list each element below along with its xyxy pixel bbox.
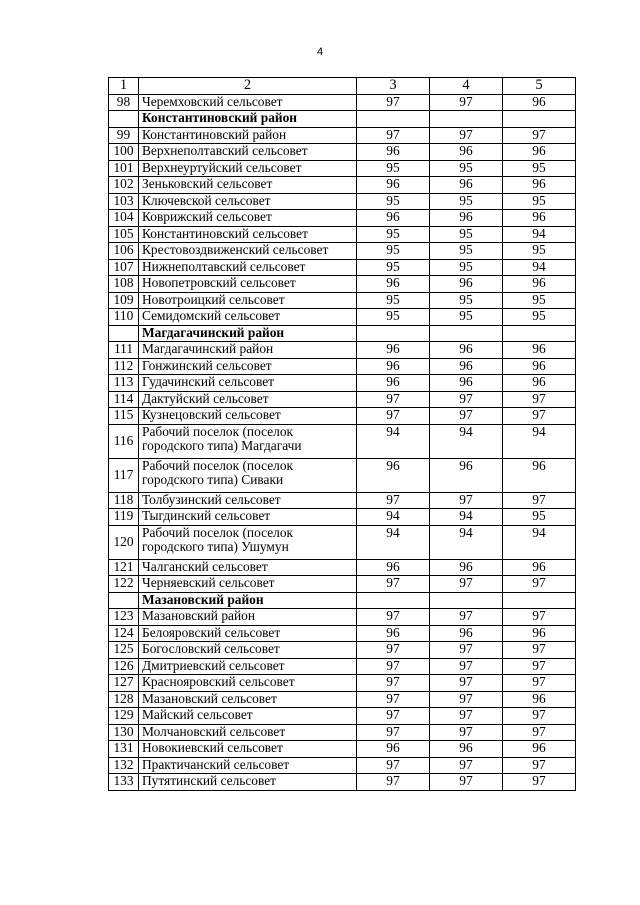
col3-value: 96 — [357, 276, 430, 293]
municipality-name: Новопетровский сельсовет — [139, 276, 357, 293]
col5-value: 97 — [503, 492, 576, 509]
municipality-name: Дмитриевский сельсовет — [139, 658, 357, 675]
table-row — [109, 424, 576, 458]
section-row — [109, 111, 576, 128]
table-row — [109, 375, 576, 392]
municipality-name: Кузнецовский сельсовет — [139, 408, 357, 425]
col4-value: 97 — [430, 576, 503, 593]
col3-value: 96 — [357, 375, 430, 392]
col5-value: 96 — [503, 276, 576, 293]
municipality-name: Майский сельсовет — [139, 708, 357, 725]
col5-value: 96 — [503, 741, 576, 758]
table-row — [109, 226, 576, 243]
col3-value: 97 — [357, 724, 430, 741]
municipality-name: Мазановский район — [139, 609, 357, 626]
row-number: 114 — [109, 391, 139, 408]
col4-value: 97 — [430, 691, 503, 708]
col5-value: 94 — [503, 424, 576, 458]
municipality-name: Константиновский район — [139, 127, 357, 144]
table-row — [109, 724, 576, 741]
table-row — [109, 658, 576, 675]
municipality-name: Рабочий поселок (поселок городского типа) Магдагачи — [139, 424, 357, 458]
col5-value: 94 — [503, 226, 576, 243]
col4-value: 94 — [430, 509, 503, 526]
col3-cell — [357, 111, 430, 128]
col3-value: 96 — [357, 559, 430, 576]
row-number: 121 — [109, 559, 139, 576]
row-number: 112 — [109, 358, 139, 375]
row-number: 122 — [109, 576, 139, 593]
col4-value: 97 — [430, 675, 503, 692]
col4-value: 96 — [430, 741, 503, 758]
col3-value: 97 — [357, 492, 430, 509]
row-number: 126 — [109, 658, 139, 675]
header-cell-2: 2 — [139, 78, 357, 95]
row-number: 132 — [109, 757, 139, 774]
row-number: 100 — [109, 144, 139, 161]
table-header-row — [109, 78, 576, 95]
col5-cell — [503, 592, 576, 609]
col4-value: 95 — [430, 292, 503, 309]
col5-value: 96 — [503, 375, 576, 392]
municipality-name: Мазановский сельсовет — [139, 691, 357, 708]
col4-value: 96 — [430, 210, 503, 227]
col4-value: 97 — [430, 724, 503, 741]
municipality-name: Верхнеполтавский сельсовет — [139, 144, 357, 161]
table-row — [109, 210, 576, 227]
table-row — [109, 708, 576, 725]
col4-value: 96 — [430, 559, 503, 576]
col5-value: 95 — [503, 193, 576, 210]
row-number: 117 — [109, 458, 139, 492]
table-row — [109, 243, 576, 260]
table-row — [109, 259, 576, 276]
row-number: 109 — [109, 292, 139, 309]
col5-value: 97 — [503, 642, 576, 659]
col3-value: 97 — [357, 691, 430, 708]
row-number-cell — [109, 111, 139, 128]
col3-value: 95 — [357, 160, 430, 177]
table-row — [109, 691, 576, 708]
municipality-name: Черняевский сельсовет — [139, 576, 357, 593]
col4-value: 97 — [430, 757, 503, 774]
section-title: Мазановский район — [139, 592, 357, 609]
col4-value: 96 — [430, 625, 503, 642]
col3-value: 96 — [357, 177, 430, 194]
table-row — [109, 774, 576, 791]
col3-value: 95 — [357, 226, 430, 243]
row-number: 104 — [109, 210, 139, 227]
table-row — [109, 342, 576, 359]
table-row — [109, 741, 576, 758]
col5-value: 96 — [503, 691, 576, 708]
row-number: 101 — [109, 160, 139, 177]
col3-value: 97 — [357, 609, 430, 626]
col4-value: 96 — [430, 358, 503, 375]
municipality-name: Гудачинский сельсовет — [139, 375, 357, 392]
municipality-name: Рабочий поселок (поселок городского типа) Ушумун — [139, 525, 357, 559]
col3-value: 96 — [357, 210, 430, 227]
col3-cell — [357, 325, 430, 342]
col4-value: 95 — [430, 243, 503, 260]
table-row — [109, 358, 576, 375]
col3-value: 97 — [357, 642, 430, 659]
col3-value: 97 — [357, 774, 430, 791]
municipality-name: Практичанский сельсовет — [139, 757, 357, 774]
table-row — [109, 458, 576, 492]
municipality-name: Ключевской сельсовет — [139, 193, 357, 210]
col5-value: 96 — [503, 342, 576, 359]
col4-value: 95 — [430, 309, 503, 326]
col4-value: 97 — [430, 708, 503, 725]
col4-value: 96 — [430, 458, 503, 492]
col5-value: 94 — [503, 525, 576, 559]
col4-value: 96 — [430, 375, 503, 392]
municipality-name: Константиновский сельсовет — [139, 226, 357, 243]
table-row — [109, 559, 576, 576]
col4-value: 95 — [430, 259, 503, 276]
col3-value: 97 — [357, 127, 430, 144]
col3-value: 97 — [357, 94, 430, 111]
col4-value: 95 — [430, 193, 503, 210]
col3-value: 94 — [357, 525, 430, 559]
section-row — [109, 325, 576, 342]
col5-value: 97 — [503, 658, 576, 675]
col5-value: 97 — [503, 127, 576, 144]
row-number: 99 — [109, 127, 139, 144]
col4-value: 95 — [430, 226, 503, 243]
table-row — [109, 525, 576, 559]
table-row — [109, 609, 576, 626]
col4-value: 97 — [430, 658, 503, 675]
row-number: 125 — [109, 642, 139, 659]
table-row — [109, 492, 576, 509]
municipality-name: Путятинский сельсовет — [139, 774, 357, 791]
row-number: 133 — [109, 774, 139, 791]
col4-value: 97 — [430, 127, 503, 144]
table-row — [109, 509, 576, 526]
col4-value: 97 — [430, 408, 503, 425]
row-number: 128 — [109, 691, 139, 708]
row-number: 107 — [109, 259, 139, 276]
header-cell-3: 3 — [357, 78, 430, 95]
row-number: 113 — [109, 375, 139, 392]
col3-value: 95 — [357, 292, 430, 309]
table-row — [109, 309, 576, 326]
col3-value: 97 — [357, 391, 430, 408]
col5-value: 97 — [503, 391, 576, 408]
col5-value: 96 — [503, 144, 576, 161]
col3-value: 96 — [357, 741, 430, 758]
row-number: 119 — [109, 509, 139, 526]
col5-value: 97 — [503, 576, 576, 593]
col4-value: 96 — [430, 177, 503, 194]
municipality-name: Нижнеполтавский сельсовет — [139, 259, 357, 276]
col3-value: 95 — [357, 309, 430, 326]
col3-value: 95 — [357, 243, 430, 260]
header-cell-5: 5 — [503, 78, 576, 95]
table-row — [109, 642, 576, 659]
municipality-name: Черемховский сельсовет — [139, 94, 357, 111]
col5-value: 97 — [503, 408, 576, 425]
municipality-name: Толбузинский сельсовет — [139, 492, 357, 509]
table-row — [109, 276, 576, 293]
section-title: Константиновский район — [139, 111, 357, 128]
row-number: 102 — [109, 177, 139, 194]
municipality-name: Крестовоздвиженский сельсовет — [139, 243, 357, 260]
col5-value: 96 — [503, 559, 576, 576]
col3-value: 97 — [357, 757, 430, 774]
col4-value: 97 — [430, 774, 503, 791]
col4-value: 97 — [430, 609, 503, 626]
table-row — [109, 177, 576, 194]
section-title: Магдагачинский район — [139, 325, 357, 342]
col4-value: 97 — [430, 492, 503, 509]
municipality-name: Молчановский сельсовет — [139, 724, 357, 741]
municipality-name: Краснояровский сельсовет — [139, 675, 357, 692]
row-number: 120 — [109, 525, 139, 559]
col5-cell — [503, 325, 576, 342]
col3-cell — [357, 592, 430, 609]
col5-value: 96 — [503, 210, 576, 227]
col5-value: 95 — [503, 160, 576, 177]
row-number-cell — [109, 325, 139, 342]
page-number: 4 — [316, 46, 324, 58]
municipality-name: Магдагачинский район — [139, 342, 357, 359]
table-row — [109, 144, 576, 161]
col4-value: 96 — [430, 342, 503, 359]
col5-value: 96 — [503, 625, 576, 642]
col3-value: 95 — [357, 259, 430, 276]
col3-value: 94 — [357, 509, 430, 526]
col4-value: 97 — [430, 391, 503, 408]
municipality-name: Новотроицкий сельсовет — [139, 292, 357, 309]
row-number: 98 — [109, 94, 139, 111]
col5-value: 96 — [503, 358, 576, 375]
col5-value: 94 — [503, 259, 576, 276]
col5-value: 97 — [503, 774, 576, 791]
row-number: 130 — [109, 724, 139, 741]
data-table — [108, 77, 576, 791]
col5-value: 95 — [503, 309, 576, 326]
col3-value: 97 — [357, 708, 430, 725]
col3-value: 97 — [357, 658, 430, 675]
row-number: 106 — [109, 243, 139, 260]
municipality-name: Новокиевский сельсовет — [139, 741, 357, 758]
municipality-name: Чалганский сельсовет — [139, 559, 357, 576]
row-number: 118 — [109, 492, 139, 509]
table-row — [109, 94, 576, 111]
row-number: 116 — [109, 424, 139, 458]
col5-value: 97 — [503, 675, 576, 692]
municipality-name: Белояровский сельсовет — [139, 625, 357, 642]
col5-value: 95 — [503, 509, 576, 526]
col5-value: 96 — [503, 458, 576, 492]
col5-value: 96 — [503, 94, 576, 111]
col3-value: 97 — [357, 576, 430, 593]
col5-value: 95 — [503, 292, 576, 309]
municipality-name: Гонжинский сельсовет — [139, 358, 357, 375]
col3-value: 95 — [357, 193, 430, 210]
row-number: 103 — [109, 193, 139, 210]
col3-value: 96 — [357, 358, 430, 375]
col3-value: 97 — [357, 675, 430, 692]
table-row — [109, 625, 576, 642]
col4-cell — [430, 325, 503, 342]
row-number: 124 — [109, 625, 139, 642]
table-row — [109, 576, 576, 593]
row-number: 129 — [109, 708, 139, 725]
municipality-name: Семидомский сельсовет — [139, 309, 357, 326]
col5-value: 97 — [503, 708, 576, 725]
row-number: 110 — [109, 309, 139, 326]
row-number: 127 — [109, 675, 139, 692]
table-body — [109, 78, 576, 791]
municipality-name: Зеньковский сельсовет — [139, 177, 357, 194]
col3-value: 96 — [357, 625, 430, 642]
row-number-cell — [109, 592, 139, 609]
table-row — [109, 675, 576, 692]
col3-value: 96 — [357, 458, 430, 492]
col4-cell — [430, 592, 503, 609]
table-row — [109, 292, 576, 309]
table-row — [109, 757, 576, 774]
header-cell-1: 1 — [109, 78, 139, 95]
municipality-name: Рабочий поселок (поселок городского типа) Сиваки — [139, 458, 357, 492]
section-row — [109, 592, 576, 609]
col5-value: 96 — [503, 177, 576, 194]
col4-value: 97 — [430, 642, 503, 659]
row-number: 115 — [109, 408, 139, 425]
municipality-name: Дактуйский сельсовет — [139, 391, 357, 408]
col4-value: 94 — [430, 525, 503, 559]
row-number: 131 — [109, 741, 139, 758]
col4-value: 96 — [430, 276, 503, 293]
col3-value: 96 — [357, 144, 430, 161]
row-number: 108 — [109, 276, 139, 293]
col4-value: 94 — [430, 424, 503, 458]
table-row — [109, 160, 576, 177]
municipality-name: Коврижский сельсовет — [139, 210, 357, 227]
col5-value: 97 — [503, 757, 576, 774]
municipality-name: Тыгдинский сельсовет — [139, 509, 357, 526]
municipality-name: Богословский сельсовет — [139, 642, 357, 659]
header-cell-4: 4 — [430, 78, 503, 95]
municipality-name: Верхнеуртуйский сельсовет — [139, 160, 357, 177]
table-row — [109, 408, 576, 425]
col4-value: 95 — [430, 160, 503, 177]
col4-cell — [430, 111, 503, 128]
row-number: 105 — [109, 226, 139, 243]
col4-value: 97 — [430, 94, 503, 111]
col4-value: 96 — [430, 144, 503, 161]
col5-value: 95 — [503, 243, 576, 260]
col5-value: 97 — [503, 724, 576, 741]
col3-value: 96 — [357, 342, 430, 359]
table-row — [109, 127, 576, 144]
col3-value: 94 — [357, 424, 430, 458]
row-number: 111 — [109, 342, 139, 359]
row-number: 123 — [109, 609, 139, 626]
table-row — [109, 391, 576, 408]
table-row — [109, 193, 576, 210]
col5-cell — [503, 111, 576, 128]
col3-value: 97 — [357, 408, 430, 425]
col5-value: 97 — [503, 609, 576, 626]
